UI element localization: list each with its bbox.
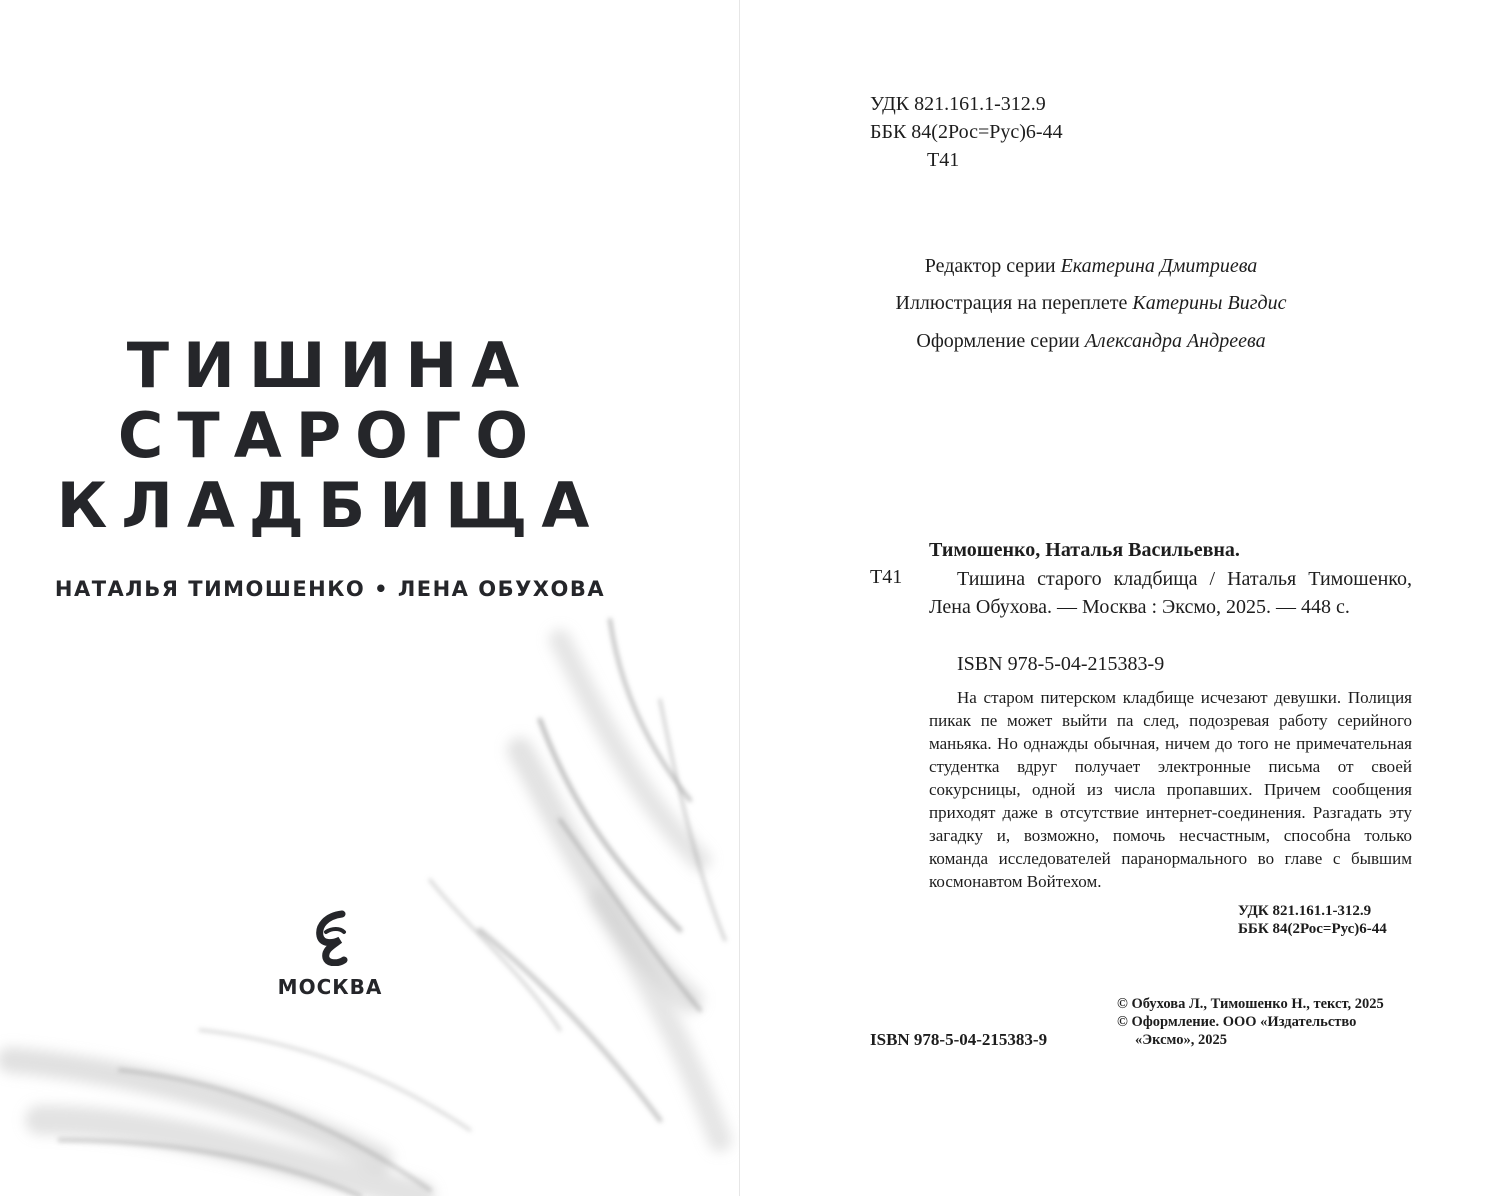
- udk-bottom: УДК 821.161.1-312.9: [1238, 903, 1372, 919]
- isbn-line: ISBN 978-5-04-215383-9: [957, 653, 1165, 675]
- authors-line: НАТАЛЬЯ ТИМОШЕНКО • ЛЕНА ОБУХОВА: [54, 577, 606, 601]
- credit-role: Иллюстрация на переплете: [895, 292, 1128, 314]
- credit-name: Екатерина Дмитриева: [1060, 255, 1258, 277]
- publisher-logo-icon: [312, 910, 354, 966]
- page-divider: [739, 0, 740, 1196]
- book-title-line-3: КЛАДБИЩА: [56, 469, 604, 542]
- copyright-block: [1117, 995, 1417, 1049]
- copyright-line-1: © Обухова Л., Тимошенко Н., текст, 2025: [1117, 996, 1384, 1012]
- credit-name: Александра Андреева: [1084, 330, 1266, 352]
- copyright-line-2: © Оформление. ООО «Издательство: [1117, 1014, 1357, 1030]
- bbk-top: ББК 84(2Рос=Рус)6-44: [870, 121, 1063, 143]
- author-code: Т41: [870, 566, 903, 588]
- credit-role: Оформление серии: [916, 330, 1080, 352]
- credit-cover-illustration: [841, 292, 1341, 315]
- credit-role: Редактор серии: [924, 255, 1056, 277]
- book-title-line-1: ТИШИНА: [126, 329, 534, 402]
- udk-top: УДК 821.161.1-312.9: [870, 93, 1046, 115]
- isbn-bottom: ISBN 978-5-04-215383-9: [870, 1030, 1048, 1049]
- publisher-city: МОСКВА: [277, 975, 383, 999]
- right-page: [741, 0, 1485, 1196]
- author-heading: Тимошенко, Наталья Васильевна.: [929, 539, 1240, 561]
- credit-series-design: [841, 330, 1341, 353]
- bbk-bottom: ББК 84(2Рос=Рус)6-44: [1238, 921, 1387, 937]
- bibliographic-entry: [929, 565, 1412, 621]
- credit-series-editor: [841, 255, 1341, 278]
- book-title-line-2: СТАРОГО: [117, 399, 543, 472]
- annotation: На старом питерском кладбище исчезают девушки. Полиция пикак пе может выйти па след, подозревая работу серийного маньяка. Но однажды обычная, ничем до того не примечательная студентка вдруг получает электронные письма от своей сокурсницы, одной из числа пропавших. Причем сообщения приходят даже в отсутствие интернет-соединения. Разгадать эту загадку и, возможно, помочь несчастным, способна только команда исследователей паранормального во главе с бывшим космонавтом Войтехом.: [929, 688, 1412, 891]
- credit-name: Катерины Вигдис: [1132, 292, 1287, 314]
- bib-text: Тишина старого кладбища / Наталья Тимошенко, Лена Обухова. — Москва : Эксмо, 2025. — 448 с.: [929, 568, 1412, 618]
- left-page: [0, 0, 740, 1196]
- author-code-top: Т41: [927, 149, 960, 171]
- copyright-line-3: «Эксмо», 2025: [1135, 1032, 1227, 1048]
- smoke-illustration: [0, 600, 740, 1196]
